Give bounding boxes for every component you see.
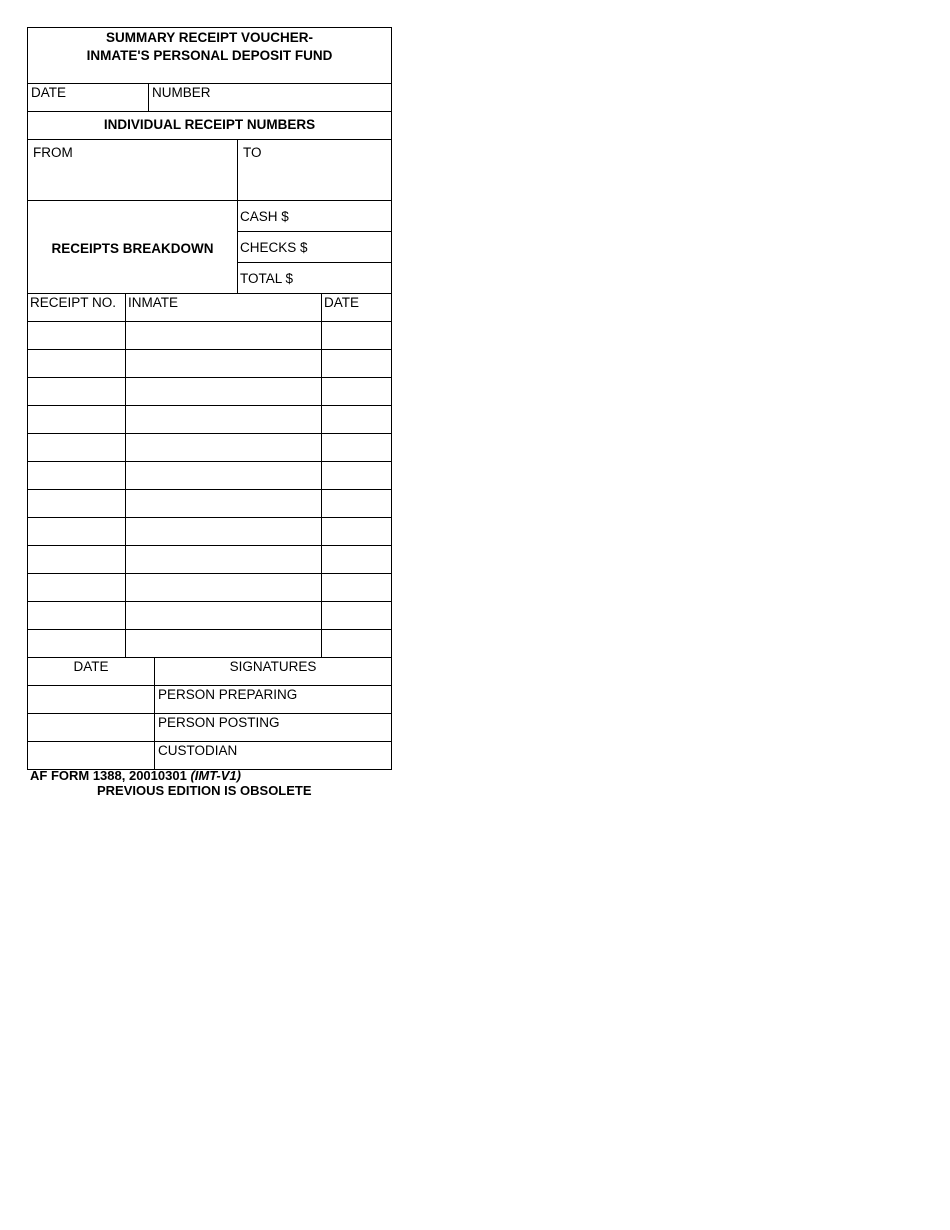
person-posting-field[interactable] <box>155 714 391 741</box>
receipts-breakdown-section <box>27 201 392 294</box>
receipts-breakdown-label: RECEIPTS BREAKDOWN <box>28 201 238 293</box>
inmate-cell[interactable] <box>126 378 322 405</box>
table-row <box>27 462 392 490</box>
form-title-line2: INMATE'S PERSONAL DEPOSIT FUND <box>86 48 333 63</box>
checks-label: CHECKS $ <box>240 239 308 255</box>
signature-row <box>27 714 392 742</box>
receipt-no-cell[interactable] <box>28 322 126 349</box>
person-preparing-label: PERSON PREPARING <box>158 687 298 702</box>
receipt-no-cell[interactable] <box>28 462 126 489</box>
total-label: TOTAL $ <box>240 270 294 286</box>
signature-date-field[interactable] <box>28 742 155 769</box>
receipt-no-cell[interactable] <box>28 406 126 433</box>
inmate-cell[interactable] <box>126 350 322 377</box>
receipt-no-cell[interactable] <box>28 378 126 405</box>
date-number-row <box>27 84 392 112</box>
receipt-no-cell[interactable] <box>28 630 126 657</box>
form-title <box>27 27 392 84</box>
from-field[interactable] <box>28 140 238 200</box>
number-label: NUMBER <box>152 85 211 100</box>
custodian-label: CUSTODIAN <box>158 743 238 758</box>
date-cell[interactable] <box>322 350 391 377</box>
receipt-table-header <box>27 294 392 322</box>
inmate-cell[interactable] <box>126 322 322 349</box>
individual-receipt-numbers-heading: INDIVIDUAL RECEIPT NUMBERS <box>27 112 392 140</box>
inmate-cell[interactable] <box>126 602 322 629</box>
inmate-cell[interactable] <box>126 462 322 489</box>
table-row <box>27 490 392 518</box>
signature-date-field[interactable] <box>28 686 155 713</box>
cash-label: CASH $ <box>240 208 289 224</box>
table-row <box>27 546 392 574</box>
signature-row <box>27 742 392 770</box>
obsolete-notice: PREVIOUS EDITION IS OBSOLETE <box>97 783 312 798</box>
table-row <box>27 518 392 546</box>
receipt-no-cell[interactable] <box>28 350 126 377</box>
inmate-cell[interactable] <box>126 406 322 433</box>
from-to-row <box>27 140 392 201</box>
inmate-cell[interactable] <box>126 434 322 461</box>
signature-date-header: DATE <box>28 658 155 685</box>
date-cell[interactable] <box>322 378 391 405</box>
receipt-voucher-form <box>27 27 392 770</box>
table-row <box>27 322 392 350</box>
date-cell[interactable] <box>322 602 391 629</box>
table-row <box>27 434 392 462</box>
date-header: DATE <box>324 295 360 310</box>
to-label: TO <box>243 145 262 160</box>
receipt-no-header: RECEIPT NO. <box>28 294 126 321</box>
form-title-line1: SUMMARY RECEIPT VOUCHER- <box>105 30 313 45</box>
receipt-no-cell[interactable] <box>28 434 126 461</box>
table-row <box>27 378 392 406</box>
signature-date-field[interactable] <box>28 714 155 741</box>
form-id: AF FORM 1388, 20010301 <box>30 768 187 783</box>
from-label: FROM <box>33 145 73 160</box>
date-cell[interactable] <box>322 574 391 601</box>
date-cell[interactable] <box>322 546 391 573</box>
inmate-cell[interactable] <box>126 630 322 657</box>
receipt-no-cell[interactable] <box>28 518 126 545</box>
custodian-field[interactable] <box>155 742 391 769</box>
date-cell[interactable] <box>322 630 391 657</box>
inmate-cell[interactable] <box>126 574 322 601</box>
cash-field[interactable] <box>238 201 391 232</box>
receipt-no-cell[interactable] <box>28 602 126 629</box>
receipt-no-cell[interactable] <box>28 490 126 517</box>
form-footer <box>30 768 312 798</box>
form-version: (IMT-V1) <box>190 768 241 783</box>
to-field[interactable] <box>238 140 391 200</box>
table-row <box>27 630 392 658</box>
table-row <box>27 602 392 630</box>
inmate-header: INMATE <box>126 294 322 321</box>
date-cell[interactable] <box>322 518 391 545</box>
number-field[interactable] <box>149 84 391 111</box>
date-field[interactable] <box>28 84 149 111</box>
receipt-no-cell[interactable] <box>28 546 126 573</box>
inmate-cell[interactable] <box>126 546 322 573</box>
signature-row <box>27 686 392 714</box>
table-row <box>27 350 392 378</box>
date-cell[interactable] <box>322 434 391 461</box>
total-field[interactable] <box>238 263 391 293</box>
date-cell[interactable] <box>322 322 391 349</box>
date-cell[interactable] <box>322 406 391 433</box>
inmate-cell[interactable] <box>126 490 322 517</box>
signatures-header: SIGNATURES <box>229 659 317 674</box>
date-cell[interactable] <box>322 462 391 489</box>
person-preparing-field[interactable] <box>155 686 391 713</box>
date-label: DATE <box>31 85 67 100</box>
checks-field[interactable] <box>238 232 391 263</box>
signatures-header-row <box>27 658 392 686</box>
receipt-table-body <box>27 322 392 658</box>
date-cell[interactable] <box>322 490 391 517</box>
inmate-cell[interactable] <box>126 518 322 545</box>
person-posting-label: PERSON POSTING <box>158 715 280 730</box>
table-row <box>27 574 392 602</box>
table-row <box>27 406 392 434</box>
receipt-no-cell[interactable] <box>28 574 126 601</box>
